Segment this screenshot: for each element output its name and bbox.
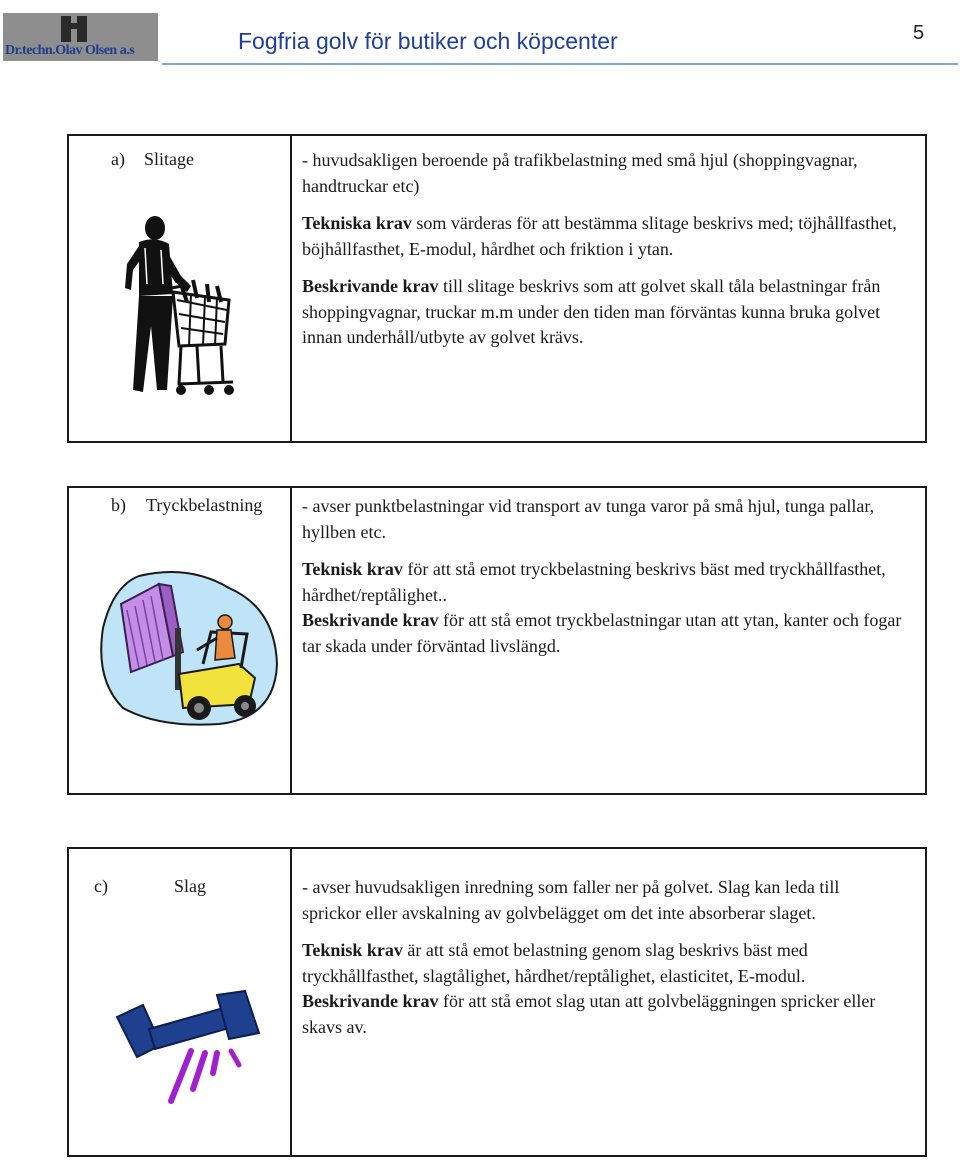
forklift-icon <box>99 568 279 733</box>
section-slitage <box>67 134 927 443</box>
column-divider <box>290 488 292 793</box>
technical-requirement-text: är att stå emot belastning genom slag beskrivs bäst med tryckhållfasthet, slagtålighet, hårdhet/reptålighet, elasticitet, E-modul. <box>302 940 808 986</box>
logo-text: Dr.techn.Olav Olsen a.s <box>5 43 135 58</box>
section-letter: a) <box>111 149 125 169</box>
technical-requirement-keyword: Teknisk krav <box>302 559 403 579</box>
column-divider <box>290 136 292 441</box>
section-letter: c) <box>94 876 108 896</box>
page-header <box>0 0 960 70</box>
section-label: Slag <box>174 876 207 896</box>
section-slag <box>67 847 927 1157</box>
section-label: Tryckbelastning <box>146 495 263 515</box>
company-logo <box>3 13 158 61</box>
technical-requirement-text: som värderas för att bestämma slitage beskrivs med; töjhållfasthet, böjhållfasthet, E-modul, hårdhet och friktion i ytan. <box>302 213 897 259</box>
intro-text: - avser punktbelastningar vid transport av tunga varor på små hjul, tunga pallar, hyllben etc. <box>302 496 875 542</box>
intro-text: - huvudsakligen beroende på trafikbelastning med små hjul (shoppingvagnar, handtruckar etc) <box>302 150 858 196</box>
technical-requirement-keyword: Teknisk krav <box>302 940 403 960</box>
section-letter: b) <box>111 495 126 515</box>
technical-requirement <box>302 211 902 262</box>
descriptive-requirement <box>302 274 902 351</box>
descriptive-requirement <box>302 989 902 1040</box>
technical-requirement-keyword: Tekniska krav <box>302 213 412 233</box>
descriptive-requirement-keyword: Beskrivande krav <box>302 276 439 296</box>
descriptive-requirement-text: till slitage beskrivs som att golvet skall tåla belastningar från shoppingvagnar, truckar m.m under den tiden man förväntas kunna bruka golvet innan underhåll/utbyte av golvet krävs. <box>302 276 881 347</box>
dumbbell-impact-icon <box>109 989 269 1119</box>
descriptive-requirement <box>302 608 902 659</box>
descriptive-requirement-keyword: Beskrivande krav <box>302 991 439 1011</box>
section-content <box>302 494 902 659</box>
descriptive-requirement-text: för att stå emot tryckbelastningar utan att ytan, kanter och fogar tar skada under förväntad livslängd. <box>302 610 902 656</box>
shopping-cart-man-icon <box>117 214 237 405</box>
section-content <box>302 875 902 1040</box>
section-label: Slitage <box>144 149 194 169</box>
header-rule <box>162 63 958 65</box>
document-title: Fogfria golv för butiker och köpcenter <box>238 28 618 54</box>
column-divider <box>290 849 292 1155</box>
page-number: 5 <box>913 22 925 44</box>
descriptive-requirement-keyword: Beskrivande krav <box>302 610 439 630</box>
technical-requirement <box>302 557 902 608</box>
technical-requirement <box>302 938 902 989</box>
intro-text: - avser huvudsakligen inredning som faller ner på golvet. Slag kan leda till sprickor eller avskalning av golvbelägget om det inte absorberar slaget. <box>302 877 840 923</box>
section-content <box>302 148 902 351</box>
descriptive-requirement-text: för att stå emot slag utan att golvbeläggningen spricker eller skavs av. <box>302 991 876 1037</box>
section-tryckbelastning <box>67 486 927 795</box>
technical-requirement-text: för att stå emot tryckbelastning beskrivs bäst med tryckhållfasthet, hårdhet/reptålighet.. <box>302 559 886 605</box>
